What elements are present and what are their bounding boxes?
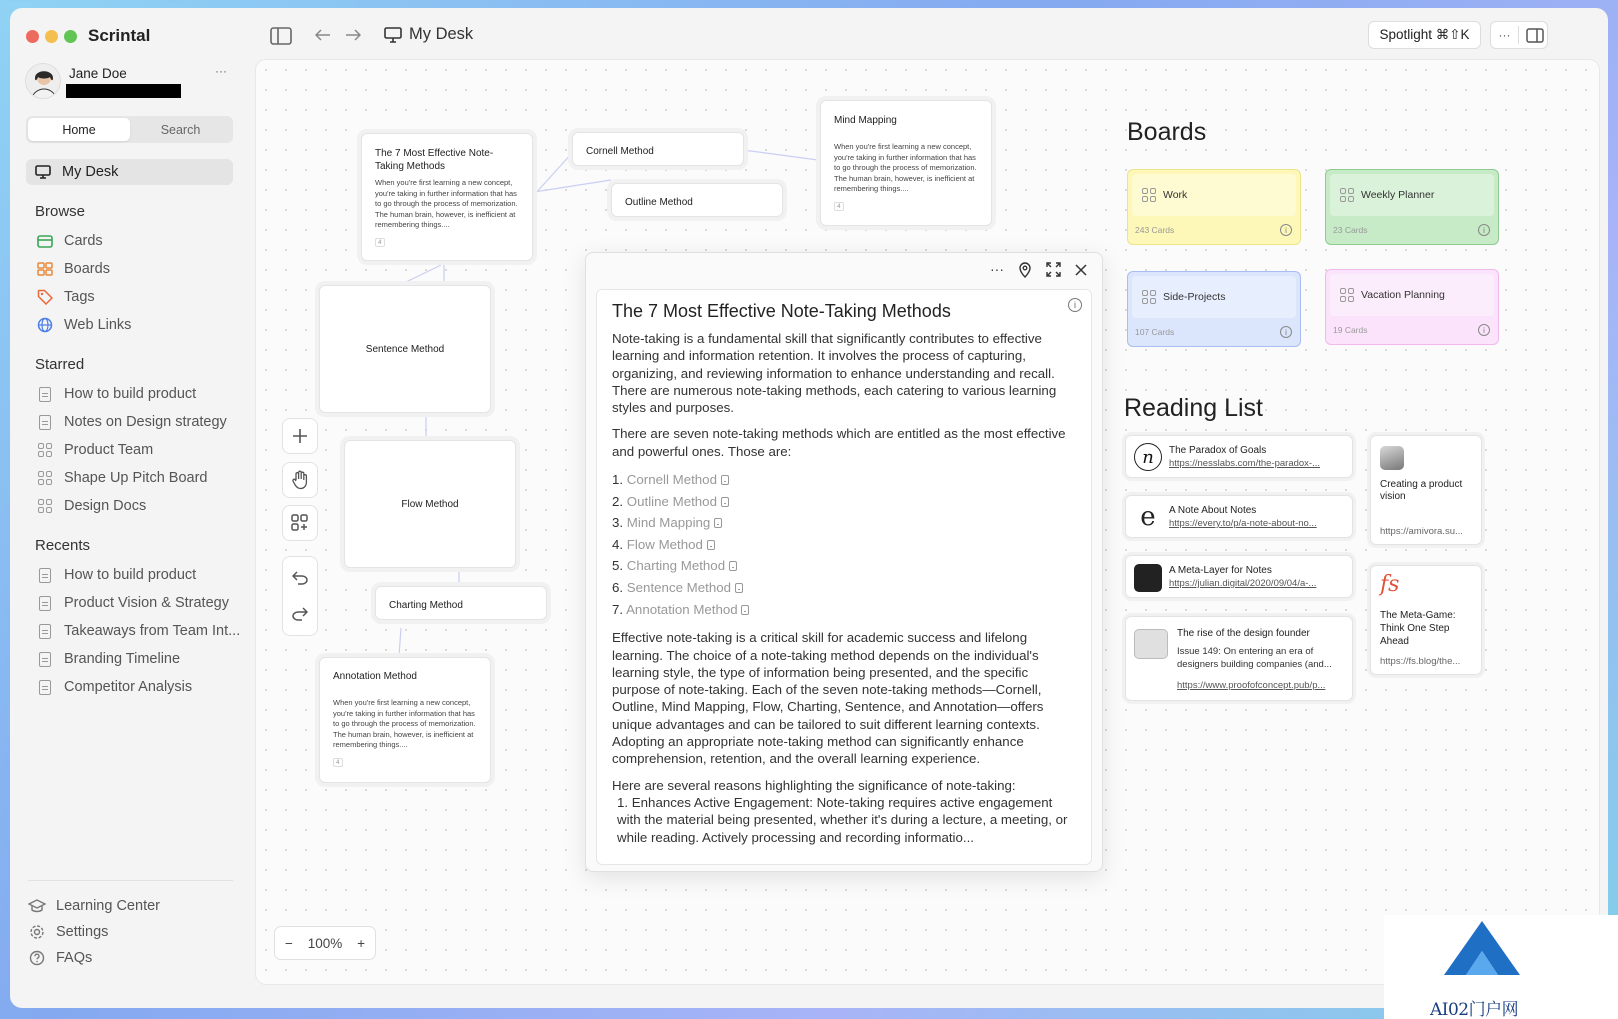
tab-search[interactable]: Search: [160, 122, 201, 137]
list-item: 3. Mind Mapping: [612, 512, 1076, 534]
reading-title: The Paradox of Goals: [1169, 445, 1267, 456]
back-button[interactable]: [312, 24, 334, 46]
paragraph: Note-taking is a fundamental skill that significantly contributes to effective learning and information retention. It involves the process of capturing, organizing, and reviewing information to enhance understanding and recall. There are numerous note-taking methods, each catering to various learning styles and purposes.: [612, 331, 1057, 416]
user-menu-button[interactable]: ···: [215, 64, 227, 78]
sidebar-item-label: Tags: [64, 289, 95, 305]
note-card-annotation[interactable]: [319, 657, 491, 783]
app-window: [10, 8, 1608, 1008]
sidebar-item-label: Branding Timeline: [64, 651, 181, 667]
user-name: Jane Doe: [69, 66, 127, 81]
arrow-left-icon: [315, 29, 331, 41]
board-card-work[interactable]: [1127, 169, 1301, 245]
browse-heading: Browse: [35, 203, 86, 220]
watermark-logo: [1442, 919, 1522, 977]
board-card-count: 107 Cards: [1135, 327, 1175, 337]
note-card-charting[interactable]: [375, 586, 547, 620]
sidebar-item-label: Design Docs: [64, 498, 147, 514]
card-detail-content[interactable]: [596, 289, 1092, 865]
sidebar-tabs: [26, 116, 233, 143]
zoom-in-button[interactable]: +: [357, 935, 365, 951]
board-card-vacation-planning[interactable]: [1325, 269, 1499, 345]
pan-tool-button[interactable]: [282, 462, 318, 498]
card-link-icon: [721, 497, 729, 507]
card-link-icon: [729, 561, 737, 571]
board-grid-icon: [1142, 188, 1156, 202]
sidebar-item-tags[interactable]: [28, 284, 243, 310]
watermark-text: AI02门户网: [1430, 1000, 1519, 1019]
note-card-sentence[interactable]: [319, 285, 491, 413]
minimize-window-button[interactable]: [45, 30, 58, 43]
sidebar-item-starred[interactable]: [28, 409, 243, 435]
toggle-sidebar-button[interactable]: [268, 23, 294, 49]
info-icon[interactable]: i: [1280, 326, 1292, 338]
document-icon: [36, 385, 54, 403]
card-link-icon: [741, 605, 749, 615]
more-options-button[interactable]: ···: [1498, 28, 1511, 42]
every-logo: e: [1140, 502, 1156, 532]
document-icon: [36, 622, 54, 640]
card-title: Flow Method: [401, 498, 459, 510]
sidebar-item-starred[interactable]: [28, 465, 243, 491]
sidebar-icon: [270, 27, 292, 45]
card-excerpt: When you're first learning a new concept, you're taking in further information that has to go through the process of memorization. The human brain, however, is inefficient at remembering things....: [834, 142, 977, 193]
board-name: Vacation Planning: [1361, 289, 1445, 301]
reading-item[interactable]: [1370, 565, 1482, 675]
app-name: Scrintal: [88, 26, 151, 45]
board-name: Weekly Planner: [1361, 189, 1435, 201]
card-link[interactable]: Cornell Method: [626, 472, 717, 488]
card-title: Cornell Method: [586, 146, 654, 157]
card-link[interactable]: Annotation Method: [626, 601, 738, 617]
avatar[interactable]: [25, 63, 61, 99]
boards-heading: Boards: [1127, 118, 1207, 146]
zoom-out-button[interactable]: −: [285, 935, 293, 951]
paragraph: Here are several reasons highlighting the significance of note-taking:: [612, 777, 1016, 793]
card-title: The 7 Most Effective Note-Taking Methods: [375, 148, 494, 172]
document-icon: [36, 678, 54, 696]
watermark: [1384, 915, 1618, 1019]
board-card-side-projects[interactable]: [1127, 271, 1301, 347]
sidebar-item-label: Cards: [64, 233, 103, 249]
undo-icon: [292, 571, 308, 585]
note-card-cornell[interactable]: [572, 132, 744, 166]
gear-icon: [28, 923, 46, 941]
note-card-flow[interactable]: [344, 440, 516, 568]
sidebar-item-starred[interactable]: [28, 381, 243, 407]
sidebar-item-label: Product Vision & Strategy: [64, 595, 229, 611]
more-options-icon[interactable]: ···: [990, 261, 1004, 277]
pin-location-button[interactable]: [1018, 262, 1032, 283]
reading-url[interactable]: https://fs.blog/the...: [1380, 656, 1461, 667]
card-link[interactable]: Sentence Method: [626, 580, 732, 596]
undo-button[interactable]: [283, 562, 317, 594]
board-card-weekly-planner[interactable]: [1325, 169, 1499, 245]
card-link-count: 4: [834, 202, 844, 211]
sidebar-item-label: Competitor Analysis: [64, 679, 193, 695]
sidebar-divider: [28, 880, 233, 881]
reading-title: A Note About Notes: [1169, 505, 1257, 516]
zoom-control: [274, 926, 376, 960]
redo-button[interactable]: [283, 598, 317, 630]
reading-item[interactable]: [1370, 435, 1482, 545]
reading-title: A Meta-Layer for Notes: [1169, 565, 1272, 576]
reading-title: The Meta-Game: Think One Step Ahead: [1380, 610, 1456, 647]
toggle-right-panel-button[interactable]: [1521, 22, 1548, 48]
cards-icon: [36, 232, 54, 250]
article-thumbnail: [1134, 629, 1168, 659]
card-link[interactable]: Flow Method: [626, 536, 703, 552]
divider: [1518, 26, 1519, 44]
sidebar-item-settings[interactable]: [20, 919, 235, 945]
list-item: 1. Cornell Method: [612, 469, 1076, 491]
fs-blog-logo: fs: [1380, 572, 1400, 597]
note-card-outline[interactable]: [611, 183, 783, 217]
sidebar-item-label: Shape Up Pitch Board: [64, 470, 208, 486]
panel-right-icon: [1526, 28, 1544, 43]
list-item: 4. Flow Method: [612, 534, 1076, 556]
card-title: Annotation Method: [333, 671, 417, 682]
close-panel-button[interactable]: [1075, 263, 1087, 281]
plus-icon: [292, 428, 308, 444]
board-name: Side-Projects: [1163, 291, 1226, 303]
board-card-count: 19 Cards: [1333, 325, 1368, 335]
card-link[interactable]: Mind Mapping: [626, 515, 711, 531]
close-window-button[interactable]: [26, 30, 39, 43]
list-item: 5. Charting Method: [612, 555, 1076, 577]
sidebar-item-cards[interactable]: [28, 228, 243, 254]
julian-digital-logo: [1134, 564, 1162, 592]
card-title: Mind Mapping: [834, 115, 897, 126]
note-card-mind-mapping[interactable]: [820, 100, 992, 226]
reading-title: Creating a product vision: [1380, 479, 1463, 502]
card-link[interactable]: Outline Method: [626, 493, 717, 509]
sidebar-item-label: Settings: [56, 924, 109, 940]
reading-item[interactable]: [1125, 435, 1353, 478]
sidebar-item-label: Boards: [64, 261, 110, 277]
reading-url[interactable]: https://nesslabs.com/the-paradox-...: [1169, 458, 1321, 469]
sidebar-item-boards[interactable]: [28, 256, 243, 282]
starred-heading: Starred: [35, 356, 85, 373]
arrow-right-icon: [345, 29, 361, 41]
board-grid-icon: [36, 497, 54, 515]
reading-url[interactable]: https://amivora.su...: [1380, 526, 1463, 537]
paragraph: There are seven note-taking methods which are entitled as the most effective and powerful ones. Those are:: [612, 426, 1066, 459]
board-card-count: 23 Cards: [1333, 225, 1368, 235]
card-link-icon: [735, 583, 743, 593]
sidebar-item-recent[interactable]: [28, 618, 243, 644]
card-link-icon: [714, 518, 722, 528]
reading-title: The rise of the design founder: [1177, 628, 1310, 639]
reason-list-item: 1. Enhances Active Engagement: Note-taking requires active engagement with the material being presented, whether it's during a lecture, a meeting, or while reading. Actively processing and recording informatio...: [617, 794, 1068, 845]
card-link-count: 4: [375, 238, 385, 247]
reading-url[interactable]: https://www.proofofconcept.pub/p...: [1177, 680, 1326, 691]
reading-list-heading: Reading List: [1124, 394, 1263, 422]
reading-url[interactable]: https://julian.digital/2020/09/04/a-...: [1169, 578, 1317, 589]
board-grid-icon: [1142, 290, 1156, 304]
board-card-count: 243 Cards: [1135, 225, 1175, 235]
list-item: 6. Sentence Method: [612, 577, 1076, 599]
note-card-main[interactable]: [361, 133, 533, 261]
reading-item[interactable]: [1125, 616, 1353, 701]
card-title: Sentence Method: [365, 343, 445, 355]
sidebar-item-starred[interactable]: [28, 493, 243, 519]
board-add-icon: [291, 514, 309, 532]
card-detail-panel: [585, 252, 1103, 872]
card-detail-title: The 7 Most Effective Note-Taking Methods: [612, 301, 951, 321]
sidebar-item-recent[interactable]: [28, 674, 243, 700]
expand-icon: [1046, 262, 1061, 277]
redo-icon: [292, 607, 308, 621]
desk-icon: [382, 24, 404, 46]
globe-icon: [36, 316, 54, 334]
reading-url[interactable]: https://every.to/p/a-note-about-no...: [1169, 518, 1317, 529]
sidebar-item-label: Web Links: [64, 317, 132, 333]
sidebar-item-label: How to build product: [64, 386, 197, 402]
sidebar-item-recent[interactable]: [28, 646, 243, 672]
sidebar-item-learning-center[interactable]: [20, 893, 235, 919]
card-title: Outline Method: [625, 197, 693, 208]
sidebar-item-recent[interactable]: [28, 562, 243, 588]
sidebar-item-label: FAQs: [56, 950, 93, 966]
tab-home[interactable]: Home: [28, 118, 130, 141]
card-link[interactable]: Charting Method: [626, 558, 726, 574]
expand-button[interactable]: [1046, 262, 1061, 282]
sidebar-item-label: Takeaways from Team Int...: [64, 623, 241, 639]
map-pin-icon: [1018, 262, 1032, 278]
sidebar-item-label: How to build product: [64, 567, 197, 583]
sidebar-item-web-links[interactable]: [28, 312, 243, 338]
document-icon: [36, 566, 54, 584]
card-link-icon: [721, 475, 729, 485]
list-item: 7. Annotation Method: [612, 599, 1076, 621]
sidebar-item-label: Learning Center: [56, 898, 160, 914]
graduation-cap-icon: [28, 897, 46, 915]
board-grid-icon: [1340, 188, 1354, 202]
history-toolbar: [282, 556, 318, 636]
board-grid-icon: [1340, 288, 1354, 302]
nesslabs-logo: n: [1134, 443, 1162, 471]
document-icon: [36, 650, 54, 668]
card-link-icon: [707, 540, 715, 550]
forward-button[interactable]: [342, 24, 364, 46]
document-icon: [36, 413, 54, 431]
reading-item[interactable]: [1125, 555, 1353, 598]
redacted-email: [66, 84, 181, 98]
desk-icon: [34, 163, 52, 181]
card-title: Charting Method: [389, 600, 463, 611]
help-circle-icon: [28, 949, 46, 967]
paragraph: Effective note-taking is a critical skill for academic success and lifelong learning. The choice of a note-taking method depends on the individual's learning style, the type of information being presented, and the specific purpose of note-taking. Each of the seven note-taking methods—Cornell, Outline, Mind Mapping, Flow, Charting, Sentence, and Annotation—offers unique advantages and can be tailored to suit different learning contexts. Adopting an appropriate note-taking method can significantly enhance comprehension, retention, and the overall learning experience.: [612, 630, 1044, 767]
tag-icon: [36, 288, 54, 306]
spotlight-button[interactable]: Spotlight ⌘⇧K: [1368, 21, 1481, 49]
sidebar-item-my-desk[interactable]: [26, 159, 233, 185]
info-icon[interactable]: i: [1280, 224, 1292, 236]
boards-icon: [36, 260, 54, 278]
reading-description: Issue 149: On entering an era of designers building companies (and...: [1177, 646, 1332, 670]
zoom-level: 100%: [307, 935, 343, 951]
card-excerpt: When you're first learning a new concept, you're taking in further information that has to go through the process of memorization. The human brain, however, is inefficient at remembering things....: [375, 178, 518, 229]
recents-heading: Recents: [35, 537, 91, 554]
sidebar-item-starred[interactable]: [28, 437, 243, 463]
add-card-button[interactable]: [282, 418, 318, 454]
card-excerpt: When you're first learning a new concept, you're taking in further information that has to go through the process of memorization. The human brain, however, is inefficient at remembering things....: [333, 698, 476, 749]
sidebar-item-recent[interactable]: [28, 590, 243, 616]
board-grid-icon: [36, 441, 54, 459]
add-board-button[interactable]: [282, 505, 318, 541]
zoom-window-button[interactable]: [64, 30, 77, 43]
card-link-count: 4: [333, 758, 343, 767]
methods-list: [612, 469, 1076, 620]
list-item: 2. Outline Method: [612, 491, 1076, 513]
titlebar-actions: [1490, 21, 1548, 49]
page-title: My Desk: [409, 25, 474, 43]
sidebar-item-label: Product Team: [64, 442, 154, 458]
close-icon: [1075, 264, 1087, 276]
board-grid-icon: [36, 469, 54, 487]
sidebar-item-faqs[interactable]: [20, 945, 235, 971]
reading-item[interactable]: [1125, 495, 1353, 538]
info-icon[interactable]: i: [1478, 224, 1490, 236]
info-icon[interactable]: i: [1478, 324, 1490, 336]
hand-icon: [291, 470, 309, 490]
sidebar-item-label: My Desk: [62, 164, 119, 180]
document-icon: [36, 594, 54, 612]
info-icon[interactable]: i: [1068, 298, 1082, 312]
sidebar-item-label: Notes on Design strategy: [64, 414, 227, 430]
board-name: Work: [1163, 189, 1188, 201]
article-thumbnail: [1380, 446, 1404, 470]
